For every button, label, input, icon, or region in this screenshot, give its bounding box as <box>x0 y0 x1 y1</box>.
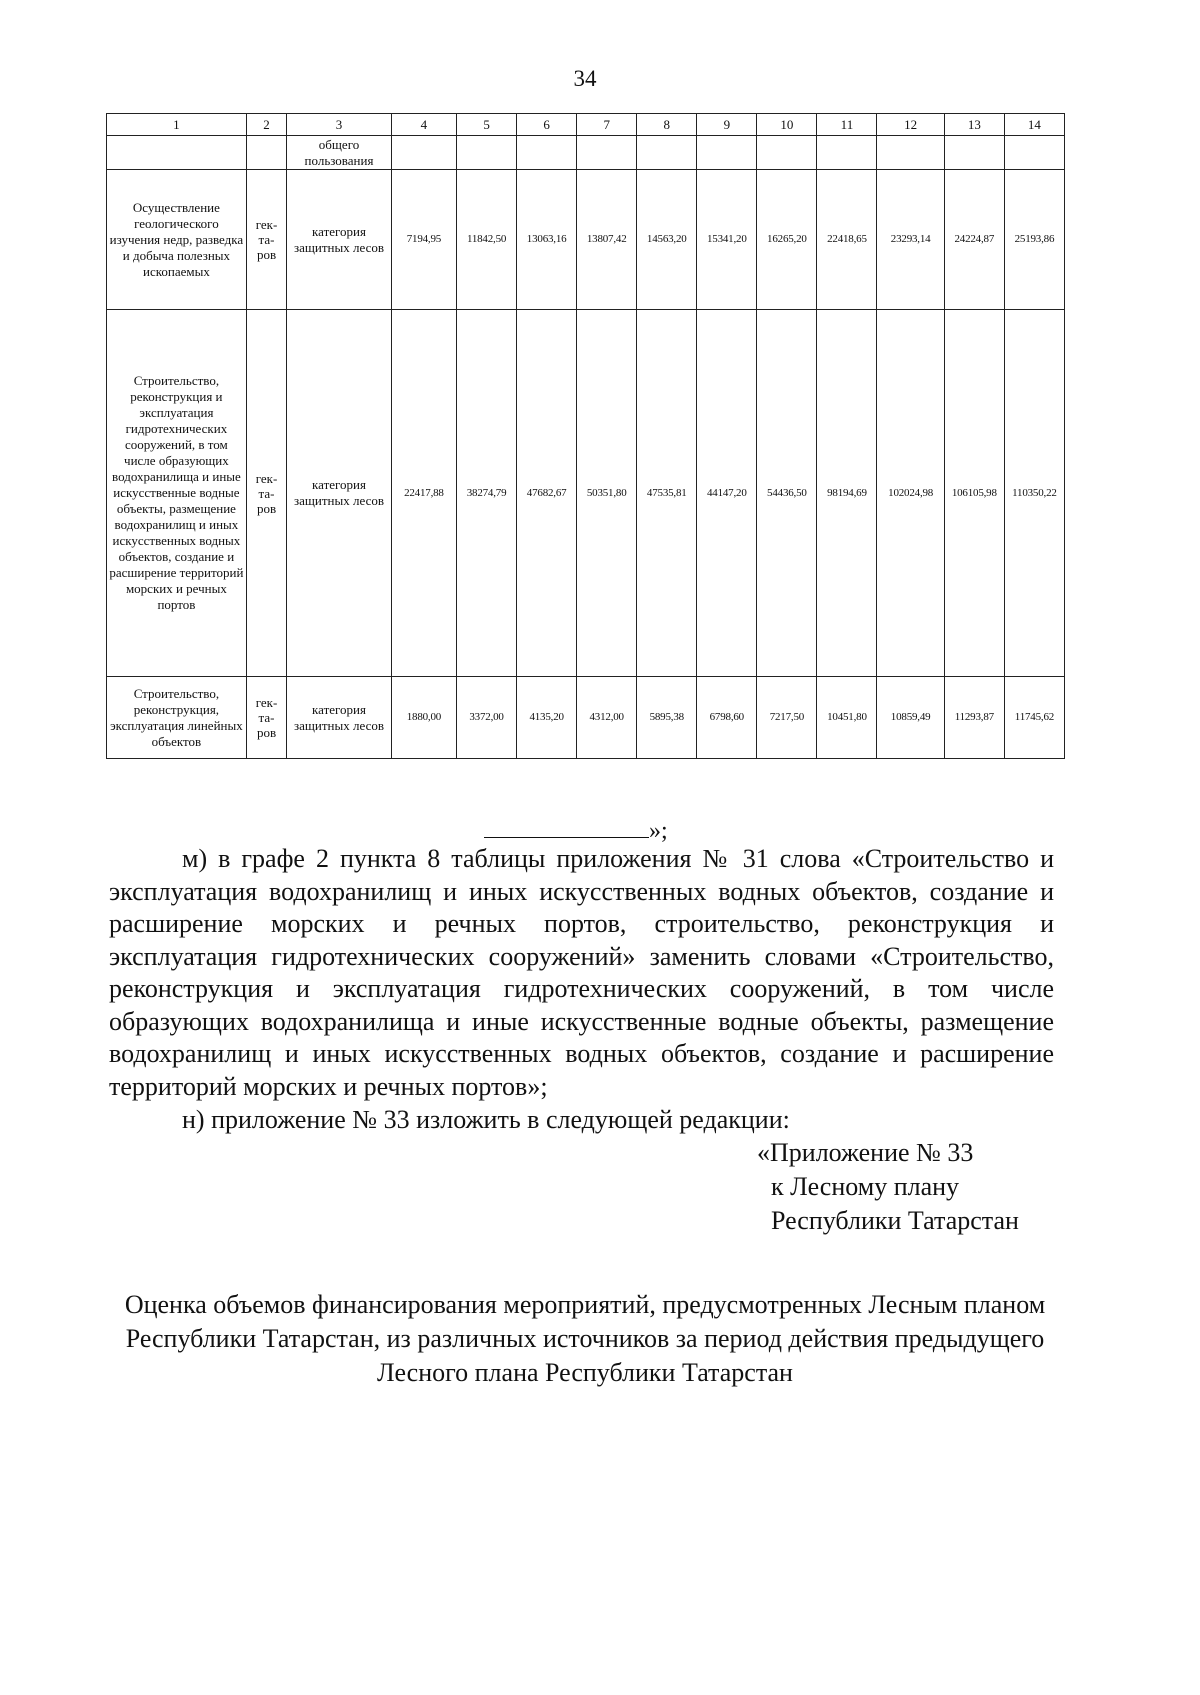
unit-cell: гек- та- ров <box>246 677 286 759</box>
activity-cell: Строительство, реконструкция, эксплуатация линейных объектов <box>107 677 247 759</box>
unit-cell: гек- та- ров <box>246 170 286 310</box>
header-cell: 6 <box>517 114 577 136</box>
header-cell: 7 <box>577 114 637 136</box>
value-cell: 23293,14 <box>877 170 944 310</box>
table-row <box>107 310 1065 677</box>
header-cell: 4 <box>391 114 456 136</box>
paragraph-m: м) в графе 2 пункта 8 таблицы приложения № 31 слова «Строительство и эксплуатация водохранилищ и иных искусственных водных объектов, создание и расширение морских и речных портов, строительство, реконструкция и эксплуатация гидротехнических сооружений» заменить словами «Строительство, реконструкция и эксплуатация гидротехнических сооружений, в том числе образующих водохранилища и иные искусственные водные объекты, размещение водохранилищ и иных искусственных водных объектов, создание и расширение территорий морских и речных портов»; <box>109 844 1054 1101</box>
value-cell: 4312,00 <box>577 677 637 759</box>
header-cell: 14 <box>1004 114 1064 136</box>
paragraph-n: н) приложение № 33 изложить в следующей редакции: <box>182 1105 790 1134</box>
value-cell: 25193,86 <box>1004 170 1064 310</box>
header-cell: 11 <box>817 114 877 136</box>
value-cell: 6798,60 <box>697 677 757 759</box>
table-row <box>107 170 1065 310</box>
header-cell: 9 <box>697 114 757 136</box>
value-cell: 1880,00 <box>391 677 456 759</box>
value-cell: 15341,20 <box>697 170 757 310</box>
value-cell: 102024,98 <box>877 310 944 677</box>
value-cell: 50351,80 <box>577 310 637 677</box>
header-cell: 1 <box>107 114 247 136</box>
header-cell: 13 <box>944 114 1004 136</box>
value-cell: 10859,49 <box>877 677 944 759</box>
value-cell: 14563,20 <box>637 170 697 310</box>
value-cell: 3372,00 <box>457 677 517 759</box>
value-cell: 24224,87 <box>944 170 1004 310</box>
closing-quote <box>484 818 668 845</box>
activity-cell: Осуществление геологического изучения недр, разведка и добыча полезных ископаемых <box>107 170 247 310</box>
value-cell: 5895,38 <box>637 677 697 759</box>
header-cell: 10 <box>757 114 817 136</box>
appendix-line: «Приложение № 33 <box>757 1138 974 1167</box>
value-cell: 13063,16 <box>517 170 577 310</box>
value-cell: 4135,20 <box>517 677 577 759</box>
value-cell: 47682,67 <box>517 310 577 677</box>
value-cell: 11842,50 <box>457 170 517 310</box>
value-cell: 38274,79 <box>457 310 517 677</box>
unit-cell: гек- та- ров <box>246 310 286 677</box>
value-cell: 22417,88 <box>391 310 456 677</box>
category-cell: общего пользования <box>287 136 392 170</box>
header-cell: 2 <box>246 114 286 136</box>
value-cell: 7217,50 <box>757 677 817 759</box>
table-row <box>107 677 1065 759</box>
signature-rule <box>484 836 649 838</box>
value-cell: 22418,65 <box>817 170 877 310</box>
header-cell: 12 <box>877 114 944 136</box>
category-cell: категория защитных лесов <box>287 310 392 677</box>
value-cell: 10451,80 <box>817 677 877 759</box>
value-cell: 47535,81 <box>637 310 697 677</box>
closing-quote-text: »; <box>649 818 668 844</box>
category-cell: категория защитных лесов <box>287 677 392 759</box>
activity-cell: Строительство, реконструкция и эксплуатация гидротехнических сооружений, в том числе образующих водохранилища и иные искусственные водные объекты, размещение водохранилищ и иных искусственных водных объектов, создание и расширение территорий морских и речных портов <box>107 310 247 677</box>
header-cell: 5 <box>457 114 517 136</box>
value-cell: 106105,98 <box>944 310 1004 677</box>
appendix-heading <box>757 1136 1019 1238</box>
value-cell: 11745,62 <box>1004 677 1064 759</box>
value-cell: 44147,20 <box>697 310 757 677</box>
category-cell: категория защитных лесов <box>287 170 392 310</box>
table-row-continued <box>107 136 1065 170</box>
header-cell: 3 <box>287 114 392 136</box>
document-title: Оценка объемов финансирования мероприятий, предусмотренных Лесным планом Республики Татарстан, из различных источников за период действия предыдущего Лесного плана Республики Татарстан <box>124 1290 1046 1387</box>
value-cell: 11293,87 <box>944 677 1004 759</box>
header-row <box>107 114 1065 136</box>
value-cell: 98194,69 <box>817 310 877 677</box>
header-cell: 8 <box>637 114 697 136</box>
appendix-line: к Лесному плану <box>771 1172 960 1201</box>
value-cell: 54436,50 <box>757 310 817 677</box>
value-cell: 110350,22 <box>1004 310 1064 677</box>
forest-data-table <box>106 113 1065 759</box>
page-number: 34 <box>573 66 597 91</box>
value-cell: 16265,20 <box>757 170 817 310</box>
value-cell: 7194,95 <box>391 170 456 310</box>
value-cell: 13807,42 <box>577 170 637 310</box>
appendix-line: Республики Татарстан <box>771 1206 1019 1235</box>
